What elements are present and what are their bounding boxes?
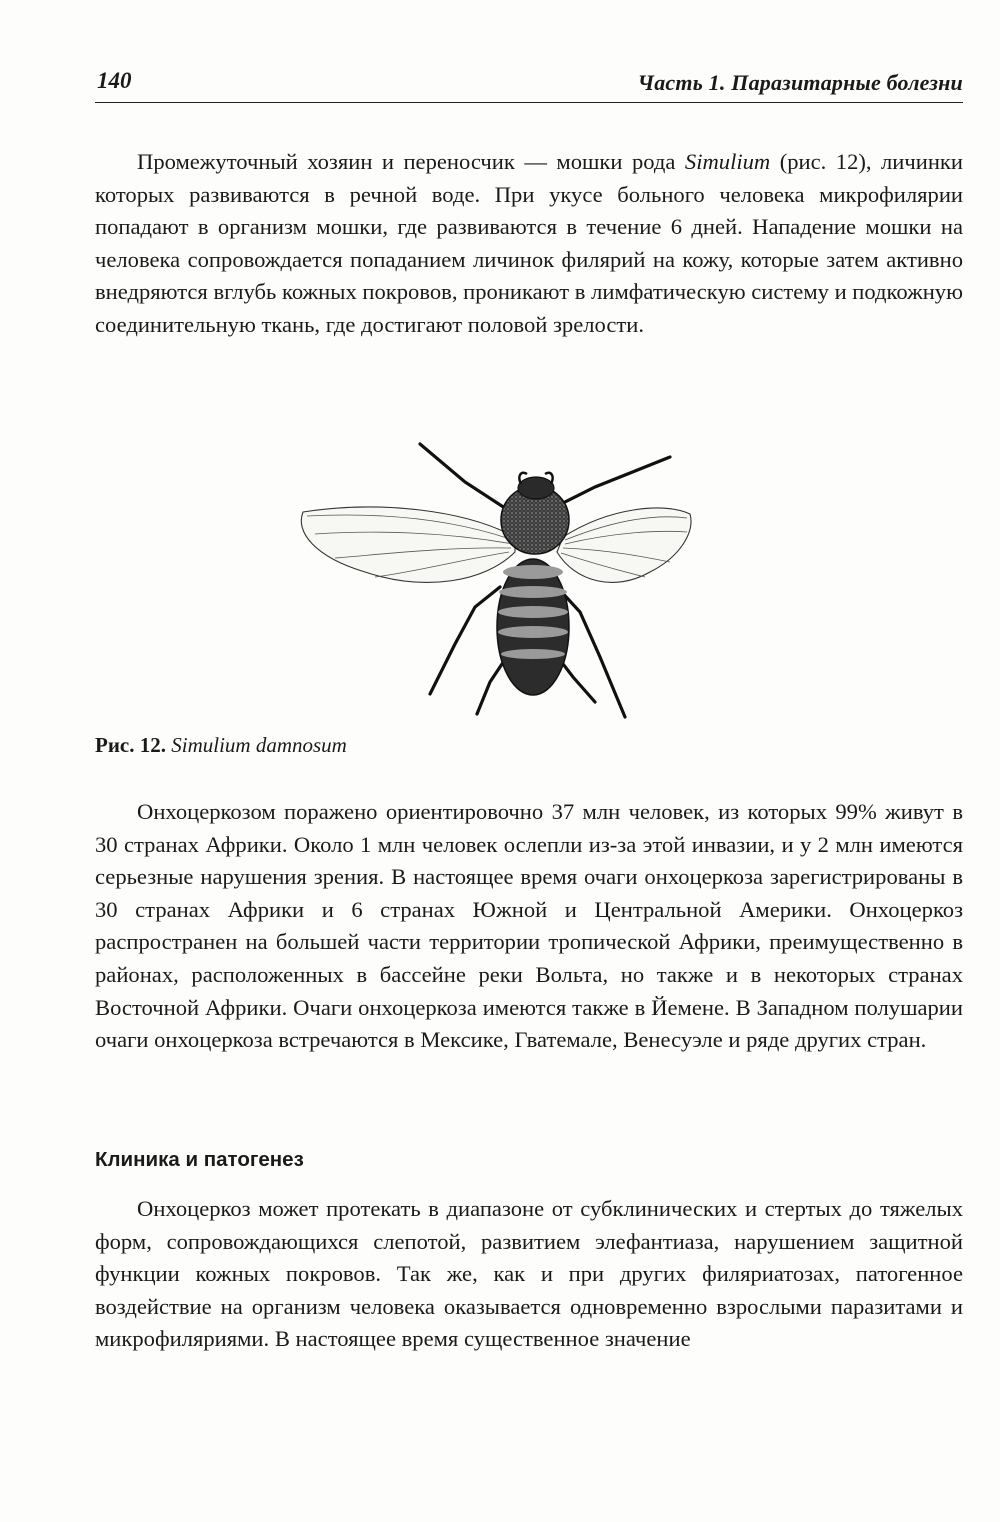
figure-caption — [95, 733, 347, 758]
page-number: 140 — [97, 68, 132, 93]
running-title: Часть 1. Паразитарные болезни — [637, 70, 963, 95]
paragraph-epidemiology: Онхоцеркозом поражено ориентировочно 37 млн человек, из которых 99% живут в 30 странах Африки. Около 1 млн человек ослепли из-за этой инвазии, и у 2 млн имеются серьезные нарушения зрения. В настоящее время очаги онхоцеркоза зарегистрированы в 30 странах Африки и 6 странах Южной и Центральной Америки. Онхоцеркоз распространен на большей части территории тропической Африки, преимущественно в районах, расположенных в бассейне реки Вольта, но также и в некоторых странах Восточной Африки. Очаги онхоцеркоза имеются также в Йемене. В Западном полушарии очаги онхоцеркоза встречаются в Мексике, Гватемале, Венесуэле и ряде других стран. — [95, 799, 963, 1053]
figure-black-fly — [295, 432, 695, 722]
front-left-leg — [420, 444, 511, 512]
fly-head — [518, 477, 554, 499]
middle-left-leg — [430, 587, 500, 694]
paragraph-rest: (рис. 12), личинки которых развиваются в речной воде. При укусе больного человека микрофилярии попадают в организм мошки, где развиваются в течение 6 дней. Нападение мошки на человека сопровождается попаданием личинок филярий на кожу, которые затем активно внедряются вглубь кожных покровов, проникают в лимфатическую систему и подкожную соединительную ткань, где достигают половой зрелости. — [95, 149, 963, 337]
paragraph-lead: Промежуточный хозяин и переносчик — мошки рода — [137, 149, 685, 174]
wings — [301, 507, 691, 582]
paragraph-vector-description — [95, 146, 963, 342]
genus-name: Simulium — [684, 149, 771, 174]
figure-species: Simulium damnosum — [171, 733, 347, 757]
figure-label: Рис. 12. — [95, 733, 166, 757]
section-heading: Клиника и патогенез — [95, 1148, 304, 1171]
black-fly-illustration — [295, 432, 695, 722]
page-header — [95, 62, 963, 103]
paragraph-clinic: Онхоцеркоз может протекать в диапазоне от субклинических и стертых до тяжелых форм, сопровождающихся слепотой, развитием элефантиаза, нарушением защитной функции кожных покровов. Так же, как и при других филяриатозах, патогенное воздействие на организм человека оказывается одновременно взрослыми паразитами и микрофиляриями. В настоящее время существенное значение — [95, 1196, 963, 1352]
